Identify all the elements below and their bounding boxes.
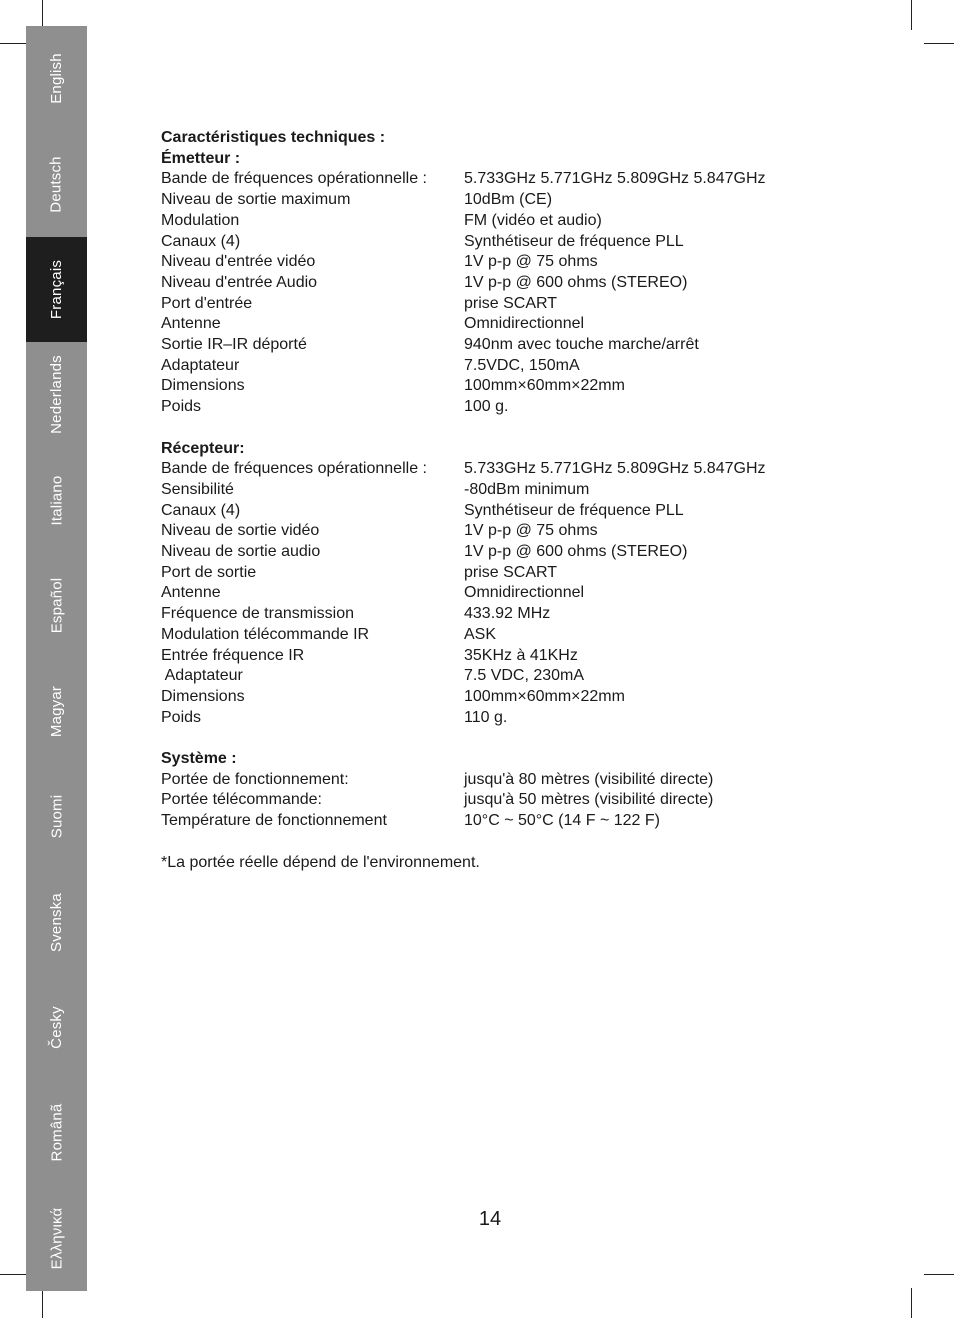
language-tab-label: Italiano [47,475,65,526]
spacer [161,418,841,439]
spec-row [161,252,841,273]
spec-label: Modulation [161,211,240,229]
spec-row [161,604,841,625]
language-tab-label: Suomi [48,794,65,839]
language-tab[interactable] [26,342,87,447]
spec-value: jusqu'à 80 mètres (visibilité directe) [464,770,714,788]
spec-label: Antenne [161,584,221,602]
page-number: 14 [478,1208,502,1230]
spec-label: Canaux (4) [161,232,241,250]
language-sidebar [26,26,87,1291]
language-tab[interactable] [26,131,87,236]
spec-row [161,211,841,232]
language-tab[interactable] [26,1186,87,1291]
spec-label: Portée télécommande: [161,791,322,809]
spec-row [161,811,841,832]
spec-row [161,770,841,791]
spec-title: Caractéristiques techniques : [161,129,386,146]
spec-label: Fréquence de transmission [161,605,354,623]
spec-value: FM (vidéo et audio) [464,211,602,229]
spec-value: 100 g. [464,398,509,416]
spec-row [161,397,841,418]
spec-row [161,708,841,729]
spec-table-emetteur [161,169,841,417]
spacer [161,728,841,749]
language-tab[interactable] [26,448,87,553]
spec-value: 1V p-p @ 75 ohms [464,253,598,271]
spec-value: 1V p-p @ 600 ohms (STEREO) [464,543,688,561]
spec-value: ASK [464,625,497,643]
spec-label: Niveau de sortie audio [161,543,321,561]
spec-row [161,625,841,646]
spec-label: Antenne [161,315,221,333]
spacer [161,832,841,853]
spec-row [161,501,841,522]
language-tab-label: Nederlands [48,355,65,435]
language-tab-label: Español [47,577,65,634]
spec-label: Poids [161,708,202,726]
spec-label: Bande de fréquences opérationnelle : [161,170,427,188]
spec-row [161,687,841,708]
spec-label: Sortie IR–IR déporté [161,336,307,354]
spec-value: Synthétiseur de fréquence PLL [464,232,684,250]
spec-label: Entrée fréquence IR [161,646,305,664]
spec-label: Niveau de sortie vidéo [161,522,320,540]
spec-table-recepteur [161,459,841,728]
spec-value: 433.92 MHz [464,605,551,623]
spec-value: Synthétiseur de fréquence PLL [464,501,684,519]
spec-label: Adaptateur [161,356,240,374]
language-tab[interactable] [26,975,87,1080]
spec-row [161,521,841,542]
spec-row [161,790,841,811]
spec-label: Niveau d'entrée vidéo [161,253,316,271]
language-tab-label: Deutsch [48,155,65,213]
spec-row [161,314,841,335]
language-tab[interactable] [26,869,87,974]
language-tab-label: Românã [48,1103,65,1162]
spec-value: 7.5 VDC, 230mA [464,667,585,685]
spec-value: 100mm×60mm×22mm [464,687,625,705]
language-tab[interactable] [26,26,87,131]
spec-row [161,335,841,356]
spec-row [161,459,841,480]
spec-label: Dimensions [161,687,245,705]
spec-label: Sensibilité [161,480,234,498]
language-tab[interactable] [26,659,87,764]
spec-row [161,542,841,563]
spec-row [161,480,841,501]
spec-row [161,273,841,294]
spec-label: Niveau de sortie maximum [161,191,351,209]
spec-row [161,646,841,667]
spec-value: 1V p-p @ 600 ohms (STEREO) [464,273,688,291]
spec-row [161,376,841,397]
spec-row [161,232,841,253]
language-tab-label: Ελληνικά [48,1207,65,1270]
spec-value: prise SCART [464,563,558,581]
spec-row [161,294,841,315]
spec-row [161,169,841,190]
crop-mark [911,1288,912,1318]
spec-value: -80dBm minimum [464,480,590,498]
crop-mark [924,1274,954,1275]
spec-row [161,583,841,604]
spec-label: Modulation télécommande IR [161,625,370,643]
spec-value: 7.5VDC, 150mA [464,356,580,374]
spec-row [161,356,841,377]
spec-value: 5.733GHz 5.771GHz 5.809GHz 5.847GHz [464,170,766,188]
spec-table-systeme [161,770,841,832]
spec-value: Omnidirectionnel [464,584,585,602]
spec-value: 35KHz à 41KHz [464,646,578,664]
section-heading-emetteur: Émetteur : [161,149,241,167]
spec-value: 940nm avec touche marche/arrêt [464,336,699,354]
section-heading-systeme: Système : [161,750,237,768]
spec-row [161,666,841,687]
spec-label: Port d'entrée [161,294,253,312]
spec-label: Bande de fréquences opérationnelle : [161,460,427,478]
language-tab[interactable] [26,553,87,658]
spec-value: 5.733GHz 5.771GHz 5.809GHz 5.847GHz [464,460,766,478]
language-tab-label: Magyar [48,685,65,737]
spec-value: Omnidirectionnel [464,315,585,333]
crop-mark [42,1288,43,1318]
spec-value: prise SCART [464,294,558,312]
spec-row [161,563,841,584]
spec-label: Dimensions [161,377,245,395]
spec-label: Portée de fonctionnement: [161,770,349,788]
spec-label: Niveau d'entrée Audio [161,273,318,291]
language-tab[interactable] [26,237,87,342]
language-tab-label: Česky [48,1006,65,1049]
spec-content [161,128,841,873]
language-tab-label: English [47,53,65,105]
language-tab-label: Svenska [48,892,65,952]
footnote: *La portée réelle dépend de l'environnement. [161,853,480,871]
spec-value: 100mm×60mm×22mm [464,377,625,395]
spec-value: 1V p-p @ 75 ohms [464,522,598,540]
section-heading-recepteur: Récepteur: [161,439,245,457]
language-tab[interactable] [26,764,87,869]
crop-mark [924,43,954,44]
language-tab[interactable] [26,1080,87,1185]
spec-row [161,190,841,211]
spec-value: jusqu'à 50 mètres (visibilité directe) [464,791,714,809]
spec-label: Poids [161,398,202,416]
spec-label: Adaptateur [161,667,243,685]
language-tab-label: Français [48,259,65,320]
crop-mark [42,0,43,28]
crop-mark [911,0,912,30]
spec-value: 10dBm (CE) [464,191,553,209]
spec-value: 110 g. [464,708,508,726]
spec-label: Canaux (4) [161,501,241,519]
spec-label: Port de sortie [161,563,257,581]
spec-value: 10°C ~ 50°C (14 F ~ 122 F) [464,812,660,830]
spec-label: Température de fonctionnement [161,812,387,830]
